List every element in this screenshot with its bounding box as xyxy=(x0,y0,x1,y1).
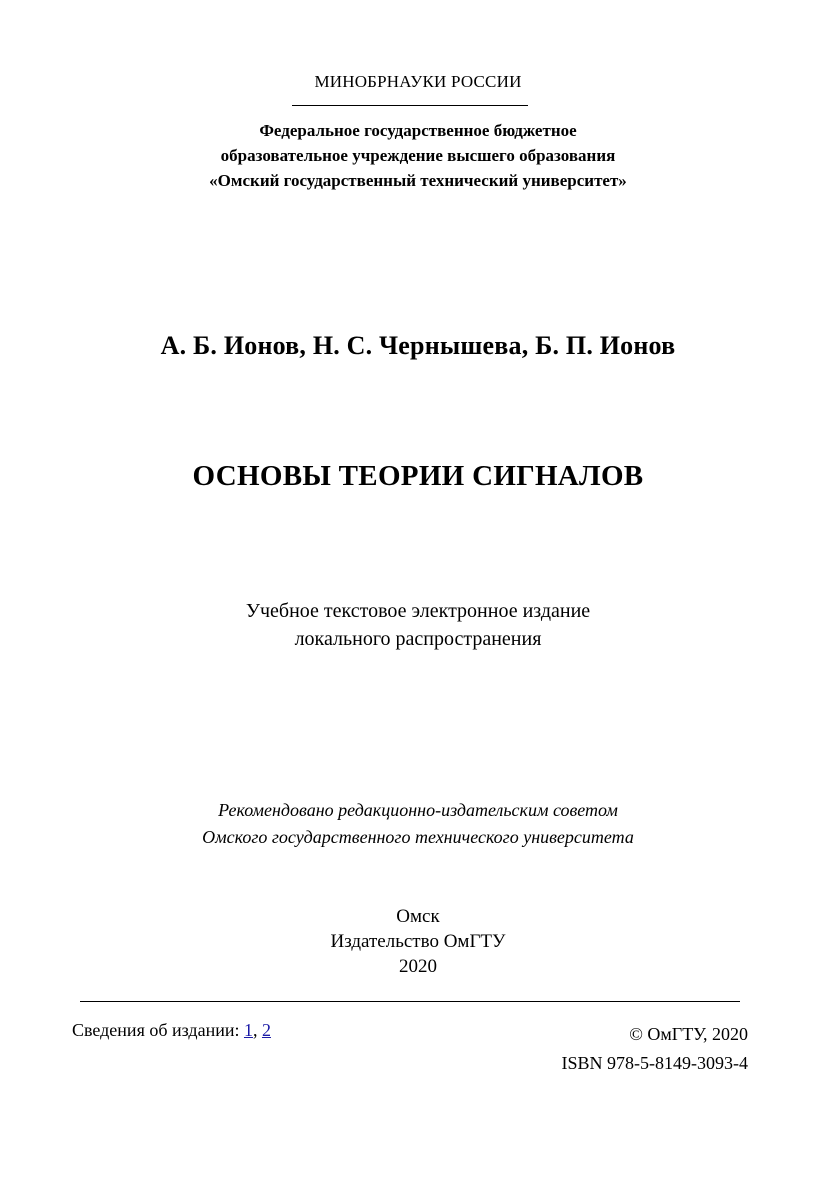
header-divider xyxy=(292,105,528,106)
institution-line: Федеральное государственное бюджетное xyxy=(259,121,577,140)
edition-line: локального распространения xyxy=(294,628,542,650)
institution-block xyxy=(0,118,836,193)
isbn: ISBN 978-5-8149-3093-4 xyxy=(561,1053,748,1073)
authors: А. Б. Ионов, Н. С. Чернышева, Б. П. Ионов xyxy=(160,331,676,360)
edition-info-link-1[interactable]: 1 xyxy=(243,1020,253,1040)
edition-info-label: Сведения об издании: xyxy=(72,1020,244,1040)
recommendation-note xyxy=(0,797,836,851)
copyright-block xyxy=(562,1020,749,1078)
copyright: © ОмГТУ, 2020 xyxy=(629,1024,748,1044)
imprint xyxy=(0,904,836,979)
footer-divider xyxy=(80,1001,740,1002)
institution-line: «Омский государственный технический университет» xyxy=(209,171,627,190)
edition-info xyxy=(72,1020,271,1041)
edition-line: Учебное текстовое электронное издание xyxy=(245,600,591,622)
imprint-publisher: Издательство ОмГТУ xyxy=(330,931,506,952)
ministry-name: МИНОБРНАУКИ РОССИИ xyxy=(314,72,522,91)
imprint-city: Омск xyxy=(396,906,440,927)
book-title: ОСНОВЫ ТЕОРИИ СИГНАЛОВ xyxy=(192,460,644,492)
recommendation-line: Омского государственного технического университета xyxy=(202,827,634,847)
recommendation-line: Рекомендовано редакционно-издательским советом xyxy=(218,800,618,820)
edition-info-separator: , xyxy=(252,1020,262,1040)
edition-description xyxy=(0,597,836,653)
imprint-year: 2020 xyxy=(399,956,437,977)
edition-info-link-2[interactable]: 2 xyxy=(261,1020,271,1040)
institution-line: образовательное учреждение высшего образования xyxy=(220,146,616,165)
